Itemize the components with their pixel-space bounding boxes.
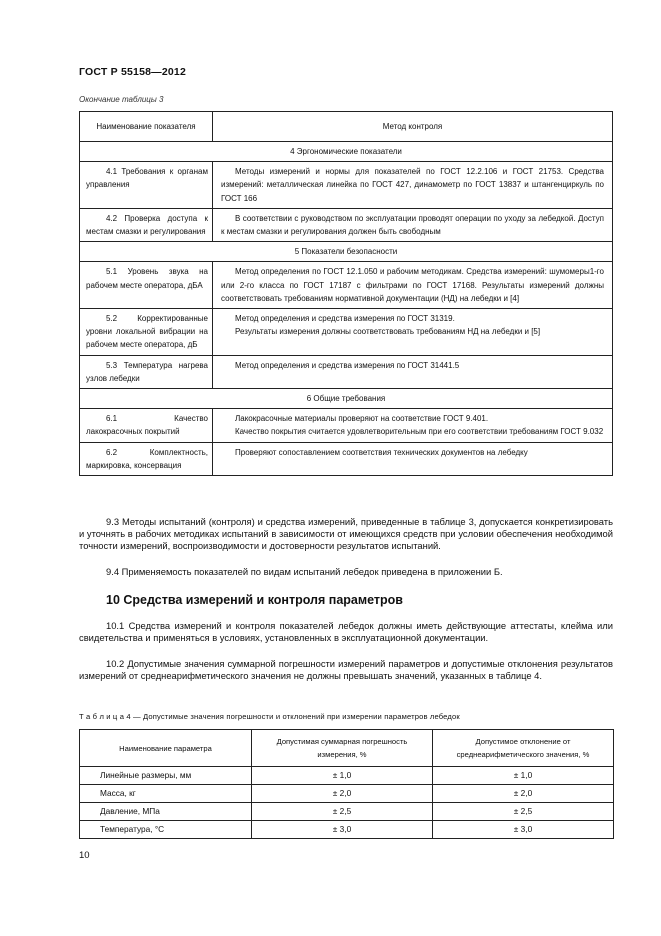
table-4-caption: Т а б л и ц а 4 — Допустимые значения погрешности и отклонений при измерении параметров лебедок: [79, 712, 460, 721]
table-row: [80, 767, 614, 785]
table-4: [79, 729, 614, 839]
method-paragraph: Качество покрытия считается удовлетворительным при его соответствии требованиям ГОСТ 9.032: [235, 427, 604, 437]
column-header: Наименование параметра: [80, 730, 252, 767]
table-row: [80, 162, 613, 209]
method-paragraph: Метод определения и средства измерения по ГОСТ 31441.5: [235, 360, 460, 370]
column-header: Допустимая суммарная погрешность измерения, %: [252, 730, 433, 767]
table-row: [80, 409, 613, 442]
parameter-name-cell: Линейные размеры, мм: [80, 767, 252, 785]
paragraph-9-4: 9.4 Применяемость показателей по видам испытаний лебедок приведена в приложении Б.: [106, 566, 503, 577]
paragraph-10-1: 10.1 Средства измерений и контроля показателей лебедок должны иметь действующие аттестаты, клейма или свидетельства и применяться в условиях, установленных в эксплуатационной документации.: [79, 620, 613, 644]
table-row: [80, 442, 613, 475]
indicator-name-cell: 5.3 Температура нагрева узлов лебедки: [80, 355, 213, 388]
paragraph-9-3: 9.3 Методы испытаний (контроля) и средства измерений, приведенные в таблице 3, допускается конкретизировать и уточнять в рабочих методиках испытаний в зависимости от имеющихся средств при условии обеспечения необходимой точности измерений, воспроизводимости и достоверности результатов испытаний.: [79, 516, 613, 552]
section-title: 5 Показатели безопасности: [80, 242, 613, 262]
column-header: Допустимое отклонение от среднеарифметического значения, %: [433, 730, 614, 767]
indicator-name-cell: 4.2 Проверка доступа к местам смазки и регулирования: [80, 208, 213, 241]
indicator-name-cell: 6.2 Комплектность, маркировка, консервация: [80, 442, 213, 475]
method-paragraph: Методы измерений и нормы для показателей по ГОСТ 12.2.106 и ГОСТ 21753. Средства измерений: металлическая линейка по ГОСТ 427, динамометр по ГОСТ 13837 и штангенциркуль по ГОСТ 166: [221, 167, 604, 203]
control-method-cell: [213, 355, 613, 388]
control-method-cell: [213, 409, 613, 442]
method-paragraph: Лакокрасочные материалы проверяют на соответствие ГОСТ 9.401.: [235, 414, 489, 424]
table-row: [80, 821, 614, 839]
table-row: [80, 262, 613, 309]
paragraph-10-2: 10.2 Допустимые значения суммарной погрешности измерений параметров и допустимые отклонения результатов измерений от среднеарифметического значения не должны превышать значений, указанных в таблице 4.: [79, 658, 613, 682]
method-paragraph: В соответствии с руководством по эксплуатации проводят операции по уходу за лебедкой. Доступ к местам смазки и регулирования должен быть свободным: [221, 213, 604, 237]
method-paragraph: Проверяют сопоставлением соответствия технических документов на лебедку: [235, 447, 528, 457]
table-row: [80, 208, 613, 241]
section-title: 4 Эргономические показатели: [80, 142, 613, 162]
tolerance-value-cell: ± 2,0: [433, 785, 614, 803]
control-method-cell: [213, 262, 613, 309]
tolerance-value-cell: ± 2,0: [252, 785, 433, 803]
parameter-name-cell: Масса, кг: [80, 785, 252, 803]
table-section-row: [80, 142, 613, 162]
table-continuation-label: Окончание таблицы 3: [79, 95, 164, 104]
table-section-row: [80, 389, 613, 409]
method-paragraph: Метод определения по ГОСТ 12.1.050 и рабочим методикам. Средства измерений: шумомеры1-го или 2-го класса по ГОСТ 17187 с фильтрами по ГОСТ 17168. Результаты измерений должны соответствовать требованиям нормативной документации (НД) на лебедки и [4]: [221, 267, 604, 303]
table-row: [80, 785, 614, 803]
column-header: Метод контроля: [213, 112, 613, 142]
document-header: ГОСТ Р 55158—2012: [79, 66, 187, 78]
parameter-name-cell: Температура, °С: [80, 821, 252, 839]
control-method-cell: [213, 162, 613, 209]
parameter-name-cell: Давление, МПа: [80, 803, 252, 821]
table-3: [79, 111, 613, 476]
section-heading: 10 Средства измерений и контроля параметров: [106, 593, 403, 607]
indicator-name-cell: 4.1 Требования к органам управления: [80, 162, 213, 209]
tolerance-value-cell: ± 2,5: [433, 803, 614, 821]
method-paragraph: Результаты измерения должны соответствовать требованиям НД на лебедки и [5]: [235, 327, 541, 337]
control-method-cell: [213, 309, 613, 356]
table-row: [80, 803, 614, 821]
tolerance-value-cell: ± 1,0: [252, 767, 433, 785]
table-row: [80, 355, 613, 388]
tolerance-value-cell: ± 3,0: [433, 821, 614, 839]
table-header-row: [80, 112, 613, 142]
control-method-cell: [213, 208, 613, 241]
table-section-row: [80, 242, 613, 262]
control-method-cell: [213, 442, 613, 475]
indicator-name-cell: 6.1 Качество лакокрасочных покрытий: [80, 409, 213, 442]
tolerance-value-cell: ± 2,5: [252, 803, 433, 821]
column-header: Наименование показателя: [80, 112, 213, 142]
table-header-row: [80, 730, 614, 767]
page-number: 10: [79, 850, 90, 861]
tolerance-value-cell: ± 1,0: [433, 767, 614, 785]
table-row: [80, 309, 613, 356]
tolerance-value-cell: ± 3,0: [252, 821, 433, 839]
method-paragraph: Метод определения и средства измерения по ГОСТ 31319.: [235, 314, 455, 324]
indicator-name-cell: 5.1 Уровень звука на рабочем месте оператора, дБА: [80, 262, 213, 309]
section-title: 6 Общие требования: [80, 389, 613, 409]
indicator-name-cell: 5.2 Корректированные уровни локальной вибрации на рабочем месте оператора, дБ: [80, 309, 213, 356]
